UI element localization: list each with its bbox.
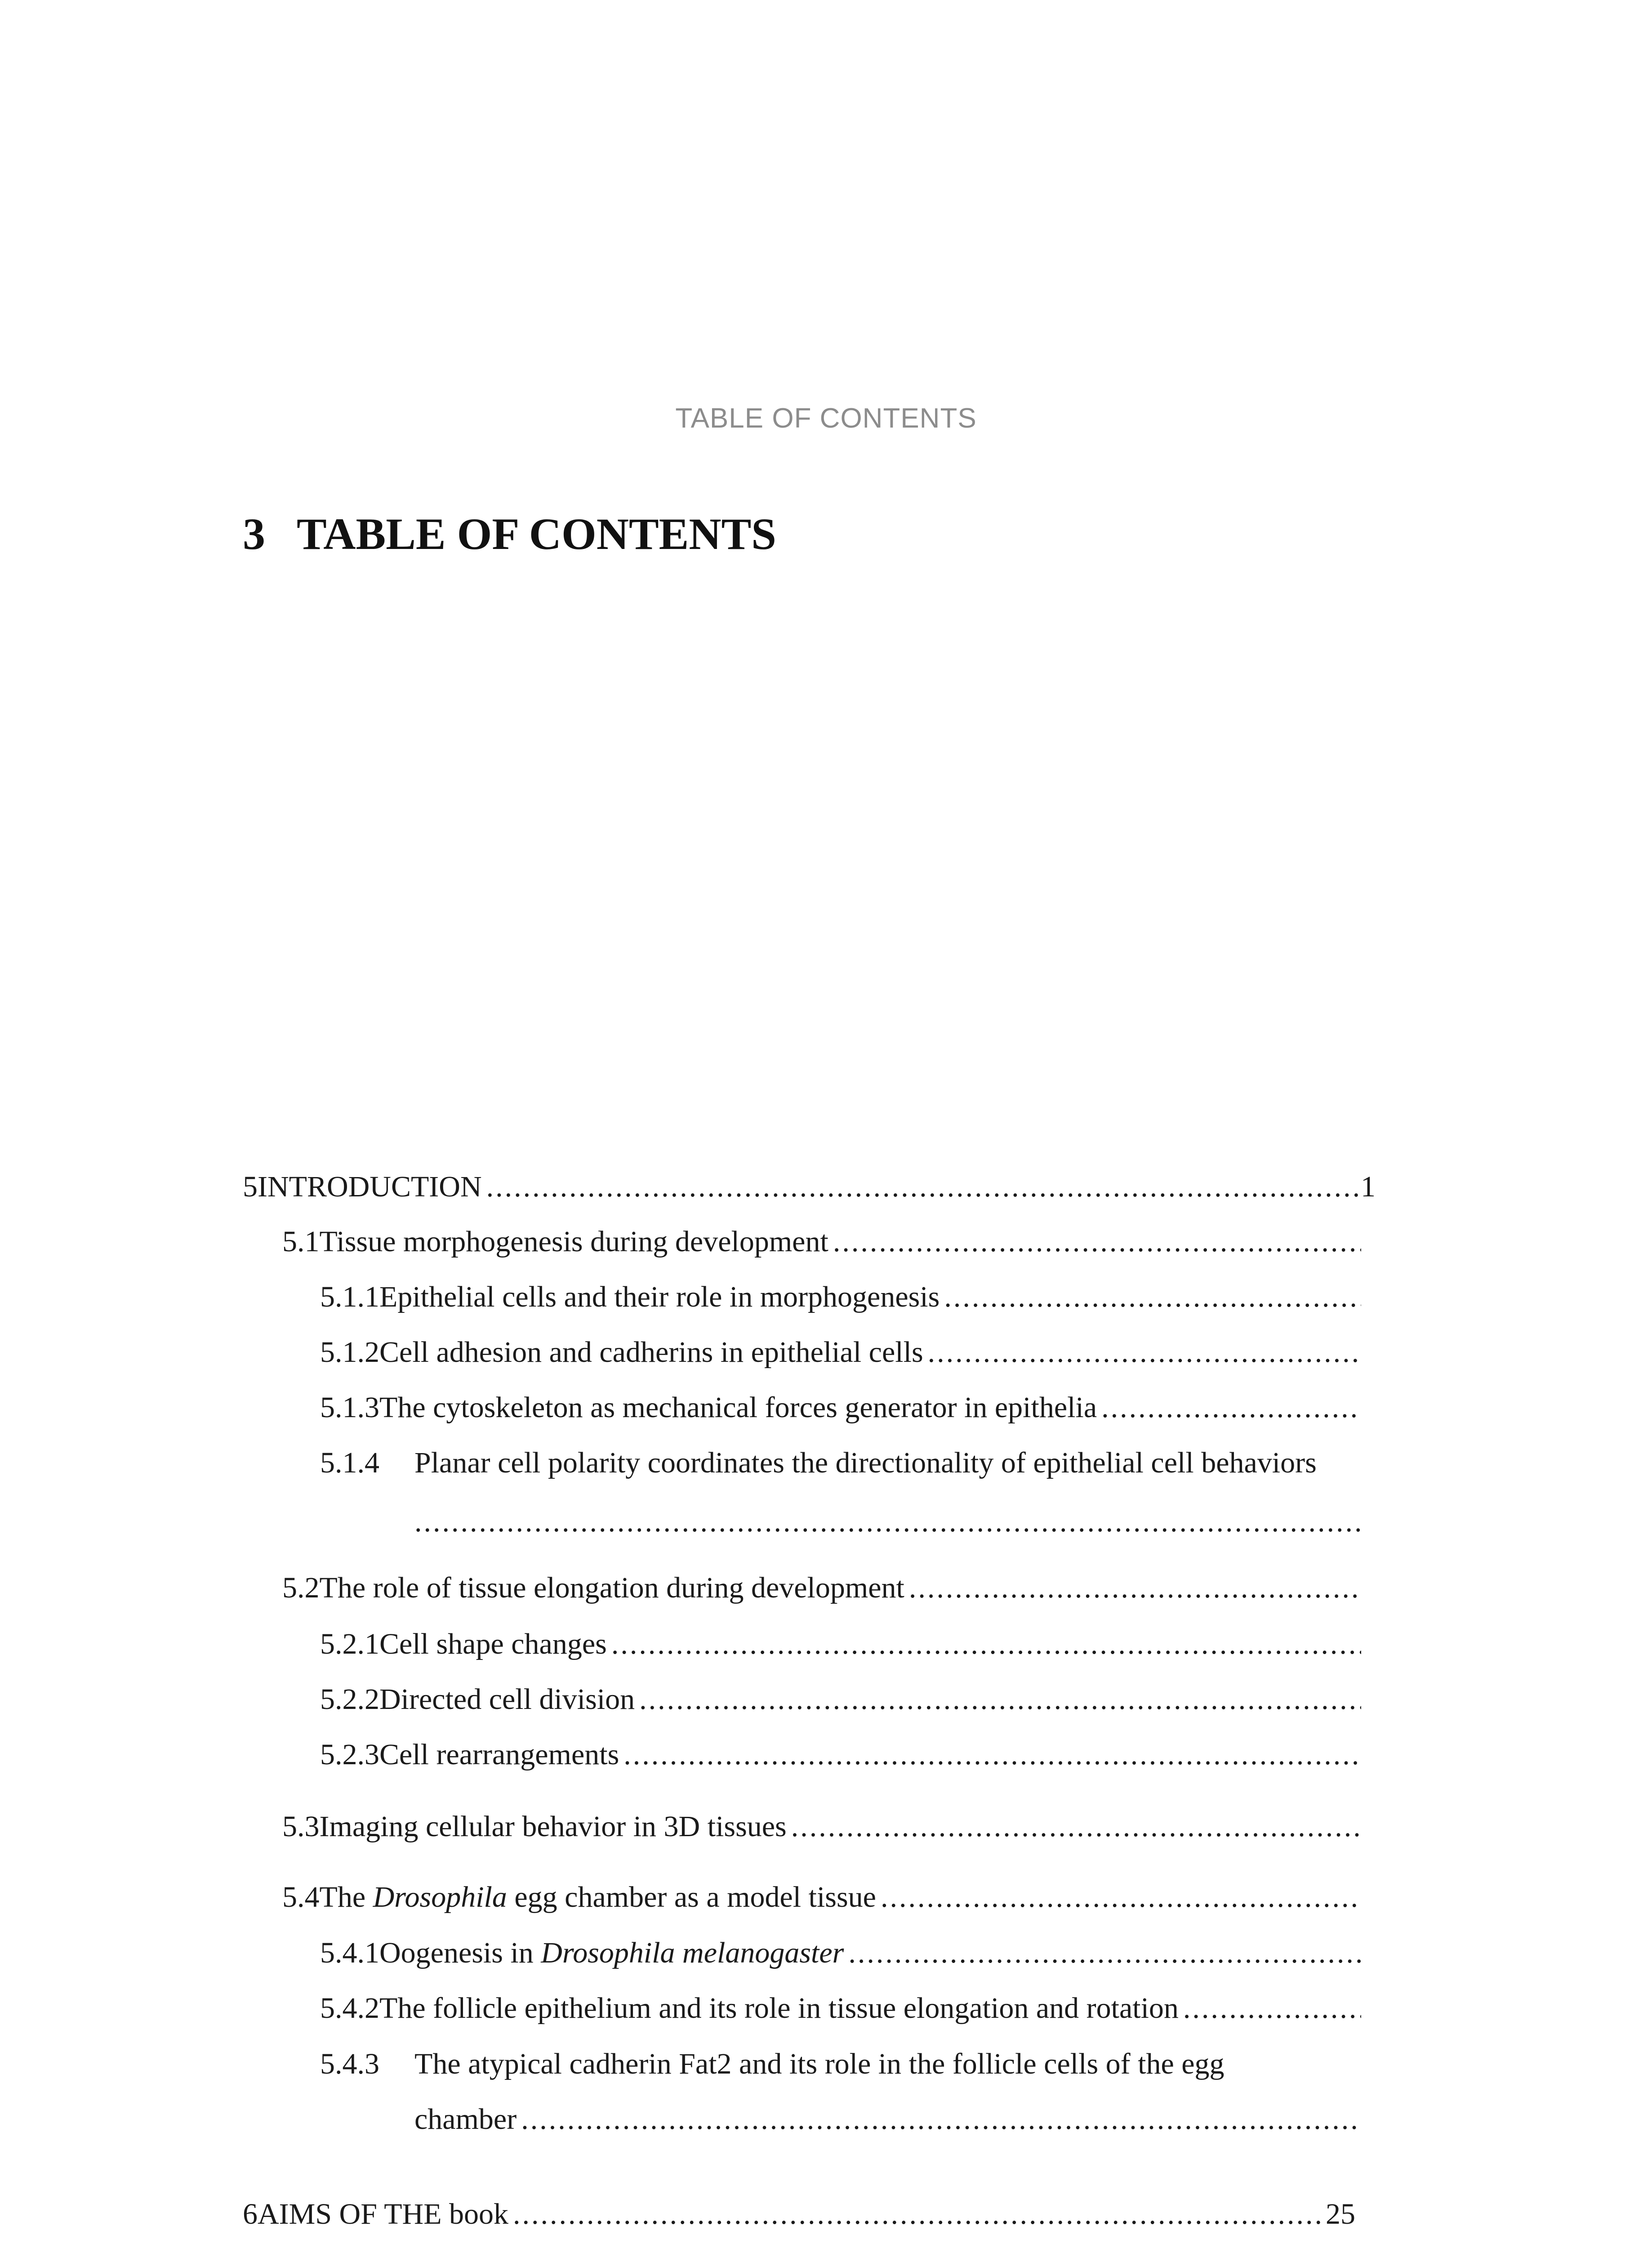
dot-leader [414, 1504, 1361, 1540]
dot-leader [639, 1682, 1361, 1717]
toc-number: 5.1.1 [320, 1280, 379, 1313]
dot-leader [611, 1626, 1361, 1662]
toc-number: 5.4.1 [320, 1936, 379, 1969]
toc-title: The role of tissue elongation during development [319, 1571, 904, 1604]
toc-title-italic: Drosophila melanogaster [541, 1936, 844, 1969]
toc-entry-5-4-2[interactable] [320, 1990, 1361, 2026]
toc-entry-5-1-3[interactable] [320, 1390, 1361, 1426]
toc-title: Cell shape changes [379, 1628, 607, 1660]
toc-number: 5.2 [282, 1571, 320, 1604]
toc-entry-5-3[interactable] [282, 1809, 1361, 1845]
toc-number: 5.3 [282, 1810, 320, 1843]
toc-number: 5.1 [282, 1225, 320, 1258]
toc-entry-5-1-2[interactable] [320, 1334, 1361, 1370]
toc-number: 5.4.3 [320, 2047, 379, 2080]
toc-entry-6[interactable] [243, 2196, 1355, 2232]
toc-number: 5.1.4 [320, 1446, 379, 1479]
chapter-number: 3 [243, 509, 265, 559]
dot-leader [623, 1737, 1361, 1773]
dot-leader [944, 1279, 1361, 1315]
toc-entry-5-1-4-leader-line [414, 1504, 1361, 1540]
toc-entry-5-2-3[interactable] [320, 1737, 1361, 1773]
toc-entry-5-1[interactable] [282, 1224, 1361, 1260]
toc-title: INTRODUCTION [258, 1170, 482, 1203]
toc-title: Directed cell division [379, 1683, 635, 1716]
toc-page-number: 25 [1326, 2198, 1355, 2230]
dot-leader [833, 1224, 1361, 1260]
toc-title: Tissue morphogenesis during development [319, 1225, 828, 1258]
toc-entry-5-2[interactable] [282, 1570, 1361, 1606]
dot-leader [928, 1334, 1361, 1370]
dot-leader [1101, 1390, 1361, 1426]
dot-leader [486, 1169, 1359, 1205]
toc-number: 5.4.2 [320, 1992, 379, 2025]
toc-number: 5.1.3 [320, 1391, 379, 1424]
toc-title: Cell adhesion and cadherins in epithelial cells [379, 1336, 923, 1369]
toc-number: 5.2.2 [320, 1683, 379, 1716]
dot-leader [513, 2196, 1324, 2232]
dot-leader [791, 1809, 1361, 1845]
toc-page-number: 1 [1361, 1170, 1376, 1203]
toc-title: The cytoskeleton as mechanical forces generator in epithelia [379, 1391, 1097, 1424]
toc-entry-5-4[interactable] [282, 1879, 1361, 1915]
toc-number: 5 [243, 1170, 258, 1203]
toc-title: The atypical cadherin Fat2 and its role in the follicle cells of the egg [414, 2047, 1225, 2080]
toc-entry-5-4-3-continued[interactable] [414, 2101, 1361, 2137]
toc-number: 6 [243, 2198, 258, 2230]
toc-entry-5-4-1[interactable] [320, 1935, 1361, 1971]
toc-title-text: The [319, 1881, 373, 1913]
dot-leader [1183, 1990, 1361, 2026]
toc-title: Planar cell polarity coordinates the directionality of epithelial cell behaviors [414, 1446, 1317, 1479]
dot-leader [909, 1570, 1361, 1606]
toc-title: Cell rearrangements [379, 1738, 619, 1771]
toc-title-text: egg chamber as a model tissue [507, 1881, 876, 1913]
toc-title: AIMS OF THE book [258, 2198, 509, 2230]
toc-entry-5[interactable] [243, 1169, 1376, 1205]
toc-number: 5.4 [282, 1881, 320, 1913]
toc-entry-5-1-1[interactable] [320, 1279, 1361, 1315]
toc-entry-5-4-3[interactable] [320, 2046, 1361, 2082]
running-header: TABLE OF CONTENTS [675, 403, 977, 434]
toc-title-italic: Drosophila [373, 1881, 507, 1913]
toc-number: 5.1.2 [320, 1336, 379, 1369]
dot-leader [521, 2101, 1361, 2137]
dot-leader [881, 1879, 1361, 1915]
toc-title [320, 1879, 876, 1915]
toc-number: 5.2.3 [320, 1738, 379, 1771]
toc-title-continued: chamber [414, 2103, 517, 2136]
toc-title: Epithelial cells and their role in morphogenesis [379, 1280, 940, 1313]
chapter-title: TABLE OF CONTENTS [297, 509, 776, 559]
toc-number: 5.2.1 [320, 1628, 379, 1660]
toc-title [379, 1935, 844, 1971]
toc-entry-5-1-4[interactable] [320, 1445, 1399, 1481]
dot-leader [848, 1935, 1361, 1971]
toc-title-text: Oogenesis in [379, 1936, 541, 1969]
toc-entry-5-2-1[interactable] [320, 1626, 1361, 1662]
toc-entry-5-2-2[interactable] [320, 1682, 1361, 1717]
toc-title: The follicle epithelium and its role in tissue elongation and rotation [379, 1992, 1179, 2025]
toc-title: Imaging cellular behavior in 3D tissues [319, 1810, 787, 1843]
